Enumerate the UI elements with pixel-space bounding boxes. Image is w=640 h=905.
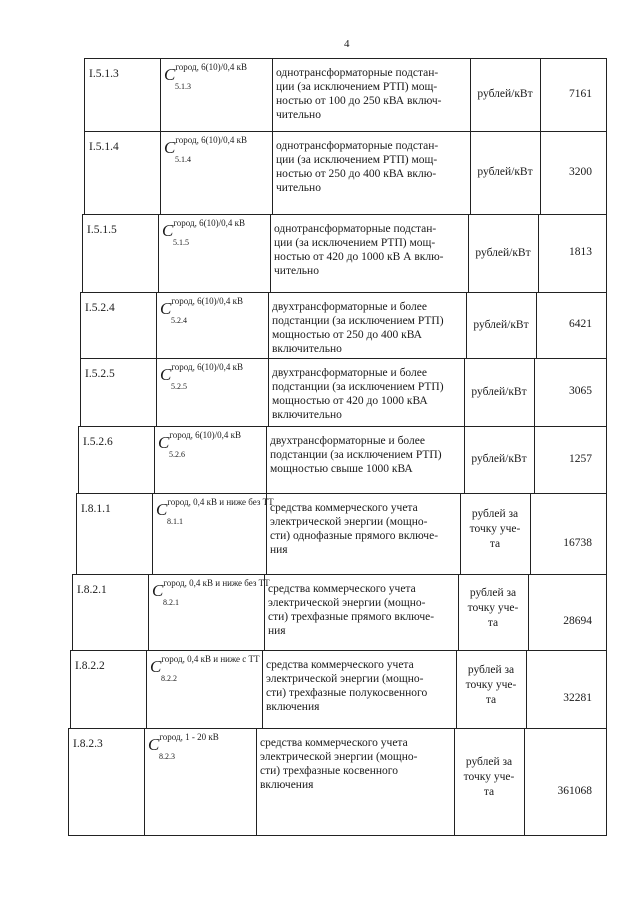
formula-symbol: C <box>164 138 176 157</box>
unit-line: рублей за <box>465 756 513 768</box>
formula-symbol: C <box>150 657 162 676</box>
row-code: I.8.2.1 <box>77 584 107 596</box>
description-line: мощностью от 250 до 400 кВА <box>272 329 422 341</box>
table-row <box>0 650 640 728</box>
description-line: подстанции (за исключением РТП) <box>272 381 444 393</box>
row-value: 7161 <box>569 88 592 100</box>
formula-subscript: 8.2.1 <box>163 598 179 607</box>
unit-line: рублей/кВт <box>471 386 527 398</box>
table-row <box>0 131 640 214</box>
description-line: двухтрансформаторные и более <box>270 435 425 447</box>
unit-line: рублей за <box>469 587 517 599</box>
row-value: 1813 <box>569 246 592 258</box>
description-line: ции (за исключением РТП) мощ- <box>274 237 436 249</box>
row-code: I.5.2.6 <box>83 436 113 448</box>
row-unit <box>470 87 540 131</box>
description-line: электрической энергии (мощно- <box>260 751 418 763</box>
description-line: ния <box>270 544 288 556</box>
description-line: электрической энергии (мощно- <box>268 597 426 609</box>
row-value: 16738 <box>563 537 592 549</box>
row-description <box>272 300 464 358</box>
row-unit <box>456 663 526 728</box>
row-unit <box>468 246 538 292</box>
formula-subscript: 5.2.5 <box>171 382 187 391</box>
description-line: сти) трехфазные полукосвенного <box>266 687 428 699</box>
description-line: однотрансформаторные подстан- <box>274 223 437 235</box>
unit-line: та <box>489 538 501 550</box>
description-line: ностью от 420 до 1000 кВ А вклю- <box>274 251 444 263</box>
description-line: однотрансформаторные подстан- <box>276 67 439 79</box>
row-description <box>272 366 462 426</box>
row-description <box>270 434 462 493</box>
unit-line: рублей/кВт <box>477 88 533 100</box>
row-value: 3065 <box>569 385 592 397</box>
description-line: средства коммерческого учета <box>270 502 418 514</box>
description-line: однотрансформаторные подстан- <box>276 140 439 152</box>
description-line: электрической энергии (мощно- <box>266 673 424 685</box>
row-value: 32281 <box>563 692 592 704</box>
row-code: I.5.2.4 <box>85 302 115 314</box>
formula-subscript: 5.1.3 <box>175 82 191 91</box>
unit-line: та <box>485 694 497 706</box>
description-line: включительно <box>272 409 342 421</box>
formula-superscript: город, 6(10)/0,4 кВ <box>169 430 242 440</box>
unit-line: рублей за <box>471 508 519 520</box>
description-line: сти) однофазные прямого включе- <box>270 530 439 542</box>
row-value: 1257 <box>569 453 592 465</box>
description-line: чительно <box>274 265 319 277</box>
row-value: 3200 <box>569 166 592 178</box>
unit-line: точку уче- <box>467 602 519 614</box>
formula-symbol: C <box>148 735 160 754</box>
row-unit <box>458 586 528 650</box>
description-line: подстанции (за исключением РТП) <box>272 315 444 327</box>
tariff-formula <box>160 296 244 358</box>
description-line: чительно <box>276 182 321 194</box>
description-line: включительно <box>272 343 342 355</box>
formula-subscript: 8.1.1 <box>167 517 183 526</box>
description-line: ции (за исключением РТП) мощ- <box>276 154 438 166</box>
description-line: сти) трехфазные косвенного <box>260 765 398 777</box>
row-code: I.5.1.3 <box>89 68 119 80</box>
table-row <box>0 292 640 358</box>
description-line: средства коммерческого учета <box>260 737 408 749</box>
table-row <box>0 58 640 131</box>
row-description <box>276 139 468 214</box>
formula-superscript: город, 1 - 20 кВ <box>159 732 219 742</box>
formula-symbol: C <box>152 581 164 600</box>
table-row <box>0 493 640 574</box>
unit-line: та <box>483 786 495 798</box>
page-number: 4 <box>344 38 350 50</box>
formula-symbol: C <box>162 221 174 240</box>
description-line: средства коммерческого учета <box>268 583 416 595</box>
unit-line: рублей за <box>467 664 515 676</box>
row-code: I.5.1.5 <box>87 224 117 236</box>
formula-symbol: C <box>160 299 172 318</box>
formula-superscript: город, 6(10)/0,4 кВ <box>175 62 248 72</box>
description-line: чительно <box>276 109 321 121</box>
row-description <box>266 658 454 728</box>
row-description <box>276 66 468 131</box>
tariff-formula <box>152 578 270 650</box>
unit-line: рублей/кВт <box>471 453 527 465</box>
formula-symbol: C <box>164 65 176 84</box>
formula-superscript: город, 6(10)/0,4 кВ <box>171 296 244 306</box>
row-unit <box>464 385 534 426</box>
description-line: мощностью от 420 до 1000 кВА <box>272 395 428 407</box>
tariff-formula <box>158 430 242 493</box>
description-line: включения <box>266 701 320 713</box>
formula-superscript: город, 0,4 кВ и ниже без ТТ <box>167 497 274 507</box>
row-description <box>270 501 458 574</box>
description-line: ностью от 100 до 250 кВА включ- <box>276 95 442 107</box>
table-rule <box>68 835 607 836</box>
description-line: средства коммерческого учета <box>266 659 414 671</box>
tariff-formula <box>162 218 246 292</box>
table-row <box>0 574 640 650</box>
row-code: I.5.1.4 <box>89 141 119 153</box>
row-value: 6421 <box>569 318 592 330</box>
table-row <box>0 358 640 426</box>
unit-line: точку уче- <box>465 679 517 691</box>
tariff-formula <box>164 62 248 131</box>
row-code: I.8.2.2 <box>75 660 105 672</box>
table-row <box>0 728 640 835</box>
description-line: двухтрансформаторные и более <box>272 301 427 313</box>
formula-subscript: 5.2.4 <box>171 316 187 325</box>
formula-subscript: 5.2.6 <box>169 450 185 459</box>
row-unit <box>460 507 530 574</box>
formula-superscript: город, 0,4 кВ и ниже без ТТ <box>163 578 270 588</box>
formula-symbol: C <box>160 365 172 384</box>
unit-line: та <box>487 617 499 629</box>
row-description <box>274 222 466 292</box>
unit-line: точку уче- <box>469 523 521 535</box>
description-line: подстанции (за исключением РТП) <box>270 449 442 461</box>
row-code: I.8.1.1 <box>81 503 111 515</box>
description-line: ния <box>268 625 286 637</box>
tariff-formula <box>148 732 219 835</box>
description-line: электрической энергии (мощно- <box>270 516 428 528</box>
row-unit <box>454 755 524 835</box>
formula-subscript: 5.1.4 <box>175 155 191 164</box>
table-row <box>0 426 640 493</box>
row-code: I.5.2.5 <box>85 368 115 380</box>
table-row <box>0 214 640 292</box>
row-value: 361068 <box>557 785 592 797</box>
row-description <box>260 736 452 835</box>
row-unit <box>470 165 540 214</box>
formula-superscript: город, 6(10)/0,4 кВ <box>175 135 248 145</box>
tariff-formula <box>160 362 244 426</box>
formula-superscript: город, 6(10)/0,4 кВ <box>171 362 244 372</box>
formula-symbol: C <box>156 500 168 519</box>
description-line: ностью от 250 до 400 кВА вклю- <box>276 168 437 180</box>
formula-superscript: город, 6(10)/0,4 кВ <box>173 218 246 228</box>
row-unit <box>464 452 534 493</box>
tariff-formula <box>164 135 248 214</box>
tariff-formula <box>150 654 260 728</box>
unit-line: рублей/кВт <box>473 319 529 331</box>
row-value: 28694 <box>563 615 592 627</box>
formula-superscript: город, 0,4 кВ и ниже с ТТ <box>161 654 260 664</box>
row-code: I.8.2.3 <box>73 738 103 750</box>
description-line: включения <box>260 779 314 791</box>
description-line: двухтрансформаторные и более <box>272 367 427 379</box>
unit-line: рублей/кВт <box>477 166 533 178</box>
formula-subscript: 8.2.3 <box>159 752 175 761</box>
description-line: мощностью свыше 1000 кВА <box>270 463 413 475</box>
description-line: ции (за исключением РТП) мощ- <box>276 81 438 93</box>
row-unit <box>466 318 536 358</box>
unit-line: точку уче- <box>463 771 515 783</box>
formula-symbol: C <box>158 433 170 452</box>
formula-subscript: 5.1.5 <box>173 238 189 247</box>
tariff-formula <box>156 497 274 574</box>
unit-line: рублей/кВт <box>475 247 531 259</box>
description-line: сти) трехфазные прямого включе- <box>268 611 435 623</box>
row-description <box>268 582 456 650</box>
formula-subscript: 8.2.2 <box>161 674 177 683</box>
